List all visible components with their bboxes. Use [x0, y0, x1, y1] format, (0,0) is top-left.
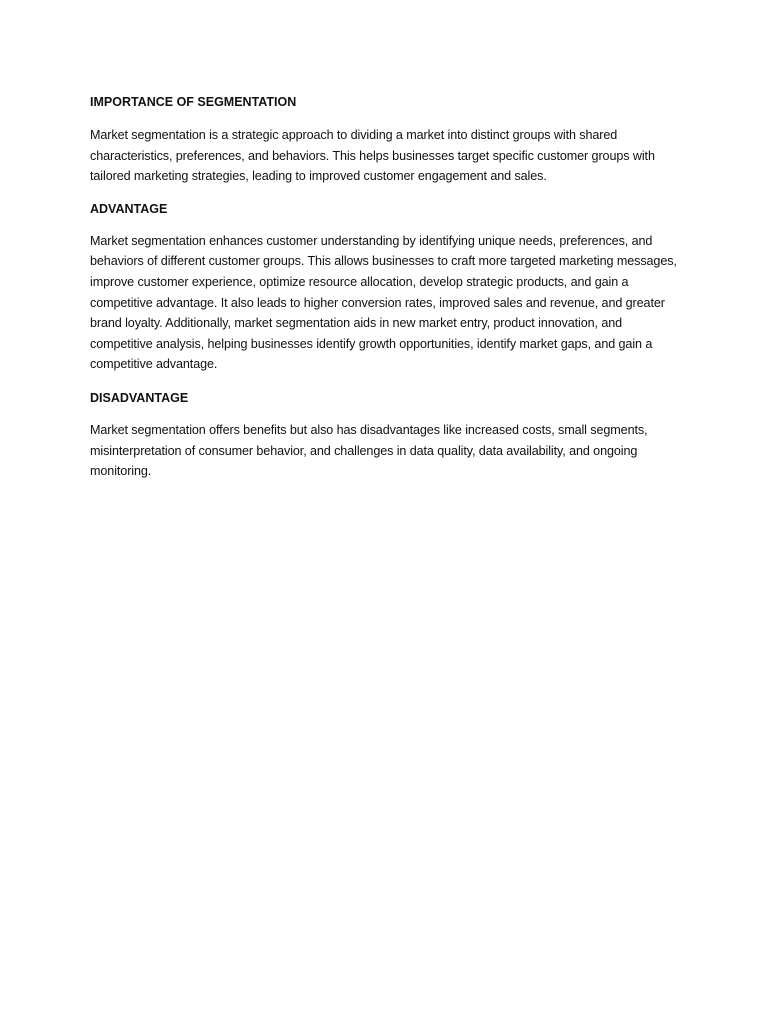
section-paragraph: Market segmentation enhances customer understanding by identifying unique needs, preferences, and behaviors of different customer groups. This allows businesses to craft more targeted marketing messages, improve customer experience, optimize resource allocation, develop strategic products, and gain a competitive advantage. It also leads to higher conversion rates, improved sales and revenue, and greater brand loyalty. Additionally, market segmentation aids in new market entry, product innovation, and competitive analysis, helping businesses identify growth opportunities, identify market gaps, and gain a competitive advantage. — [90, 233, 677, 372]
section-paragraph: Market segmentation offers benefits but also has disadvantages like increased costs, small segments, misinterpretation of consumer behavior, and challenges in data quality, data availability, and ongoing monitoring. — [90, 422, 648, 479]
section-heading: DISADVANTAGE — [90, 390, 189, 405]
section-disadvantage — [90, 388, 682, 482]
section-importance — [90, 92, 682, 187]
section-heading: IMPORTANCE OF SEGMENTATION — [90, 95, 297, 109]
section-heading: ADVANTAGE — [90, 201, 168, 216]
document-page — [90, 92, 682, 482]
section-paragraph: Market segmentation is a strategic approach to dividing a market into distinct groups with shared characteristics, preferences, and behaviors. This helps businesses target specific customer groups with tailored marketing strategies, leading to improved customer engagement and sales. — [90, 128, 655, 184]
section-advantage — [90, 199, 682, 375]
